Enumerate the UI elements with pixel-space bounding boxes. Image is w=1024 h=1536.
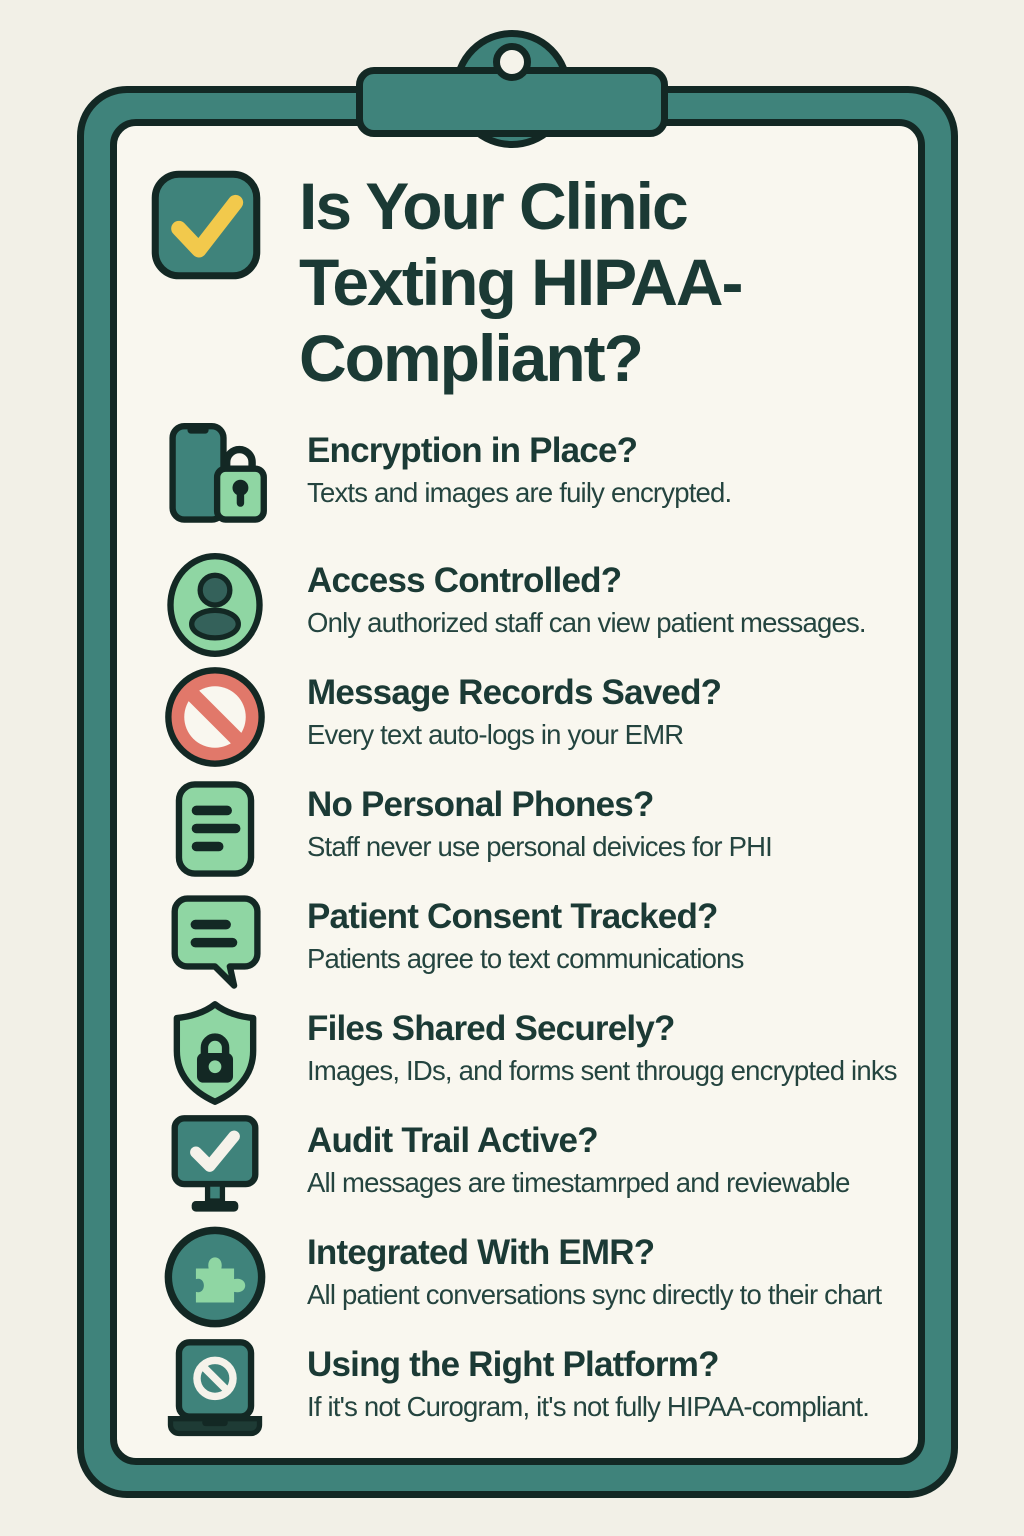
clipboard-page bbox=[110, 119, 925, 1465]
item-heading: Encryption in Place? bbox=[307, 431, 638, 470]
item-icon-cell bbox=[139, 552, 291, 658]
title-line-2: Texting HIPAA- bbox=[299, 245, 742, 319]
chat-bubble-icon bbox=[162, 888, 268, 994]
checklist-item bbox=[139, 664, 914, 776]
item-text bbox=[307, 552, 866, 640]
no-sign-icon bbox=[162, 664, 268, 770]
item-heading: Message Records Saved? bbox=[307, 673, 722, 712]
item-icon-cell bbox=[139, 422, 291, 528]
checklist-item bbox=[139, 1112, 914, 1224]
item-description: All messages are timestamrped and reviewable bbox=[307, 1167, 850, 1198]
item-description: Patients agree to text communications bbox=[307, 943, 744, 974]
item-heading: Files Shared Securely? bbox=[307, 1009, 675, 1048]
title-block bbox=[147, 166, 742, 396]
item-heading: Access Controlled? bbox=[307, 561, 622, 600]
checklist-item bbox=[139, 1336, 914, 1448]
puzzle-icon bbox=[162, 1224, 268, 1330]
checklist-item bbox=[139, 552, 914, 664]
item-text bbox=[307, 1112, 850, 1200]
item-text bbox=[307, 422, 731, 510]
item-heading: Patient Consent Tracked? bbox=[307, 897, 718, 936]
item-text bbox=[307, 1000, 897, 1088]
checklist-item bbox=[139, 422, 914, 534]
checklist-item bbox=[139, 1000, 914, 1112]
user-avatar-icon bbox=[162, 552, 268, 658]
item-description: Every text auto-logs in your EMR bbox=[307, 719, 684, 750]
item-icon-cell bbox=[139, 1112, 291, 1218]
document-lines-icon bbox=[162, 776, 268, 882]
item-text bbox=[307, 1224, 881, 1312]
item-icon-cell bbox=[139, 664, 291, 770]
title-line-3: Compliant? bbox=[299, 321, 642, 395]
item-heading: No Personal Phones? bbox=[307, 785, 654, 824]
item-description: All patient conversations sync directly to their chart bbox=[307, 1279, 882, 1310]
item-icon-cell bbox=[139, 1000, 291, 1106]
checklist-item bbox=[139, 1224, 914, 1336]
item-text bbox=[307, 776, 772, 864]
item-description: Images, IDs, and forms sent througg encrypted inks bbox=[307, 1055, 897, 1086]
item-heading: Using the Right Platform? bbox=[307, 1345, 719, 1384]
poster-title bbox=[299, 168, 742, 396]
checklist-item bbox=[139, 776, 914, 888]
item-description: Only authorized staff can view patient messages. bbox=[307, 607, 866, 638]
clipboard-clip-hole bbox=[493, 43, 531, 81]
item-icon-cell bbox=[139, 1336, 291, 1442]
checklist bbox=[139, 422, 914, 1448]
clipboard bbox=[77, 86, 958, 1498]
checkbox-check-icon bbox=[147, 166, 265, 284]
item-description: Staff never use personal deivices for PHI bbox=[307, 831, 773, 862]
phone-lock-icon bbox=[162, 422, 268, 528]
item-text bbox=[307, 1336, 869, 1424]
item-text bbox=[307, 664, 721, 752]
laptop-block-icon bbox=[162, 1336, 268, 1442]
monitor-check-icon bbox=[162, 1112, 268, 1218]
item-icon-cell bbox=[139, 776, 291, 882]
item-heading: Integrated With EMR? bbox=[307, 1233, 655, 1272]
item-description: If it's not Curogram, it's not fully HIPAA-compliant. bbox=[307, 1391, 870, 1422]
item-icon-cell bbox=[139, 888, 291, 994]
item-description: Texts and images are fuily encrypted. bbox=[307, 477, 732, 508]
shield-lock-icon bbox=[162, 1000, 268, 1106]
checklist-item bbox=[139, 888, 914, 1000]
item-icon-cell bbox=[139, 1224, 291, 1330]
item-text bbox=[307, 888, 744, 976]
title-line-1: Is Your Clinic bbox=[299, 169, 687, 243]
item-heading: Audit Trail Active? bbox=[307, 1121, 598, 1160]
